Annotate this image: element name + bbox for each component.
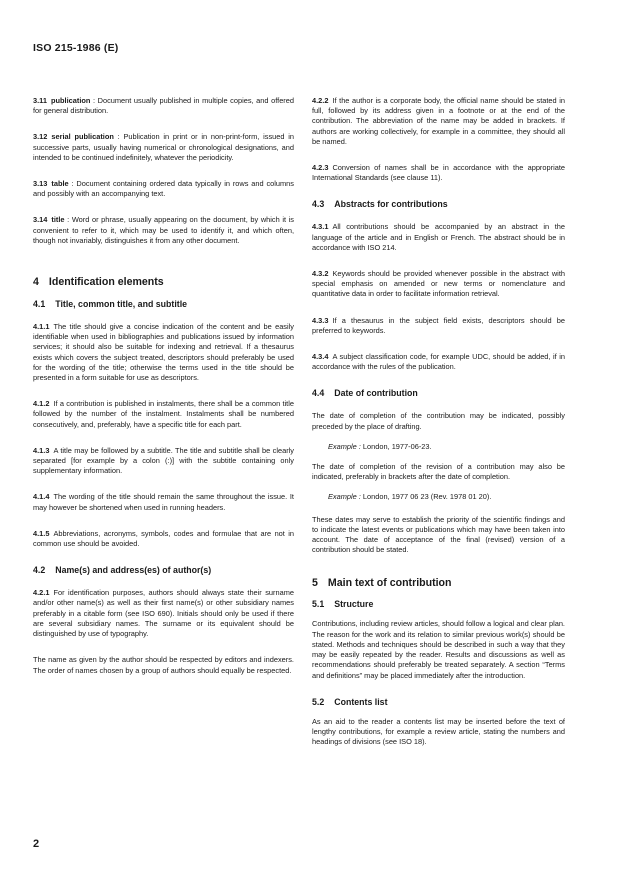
example-text: London, 1977-06-23. <box>360 441 432 451</box>
paragraph-4-4-c: These dates may serve to establish the priority of the scientific findings and to indicate the latest events or publications which may have been taken into account. The date of acceptance of the final (revised) version of a contribution should be stated. <box>312 514 565 555</box>
example-1 <box>328 442 565 452</box>
right-column <box>312 96 565 747</box>
clause-number: 4.1.2 <box>33 399 50 409</box>
example-label: Example : <box>328 492 361 502</box>
clause-number: 4.3.1 <box>312 222 329 232</box>
paragraph-text: If a thesaurus in the subject field exists, descriptors should be preferred to keywords. <box>312 315 565 335</box>
paragraph-text: Keywords should be provided whenever possible in the abstract with special emphasis on amended or new terms or nomenclature and quantitative data in order to facilitate information retrieval. <box>312 269 565 299</box>
paragraph-text: The wording of the title should remain the same throughout the issue. It may however be shortened when used in running headers. <box>33 492 294 512</box>
paragraph-text: All contributions should be accompanied by an abstract in the language of the article and in English or French. The abstract should be in accordance with ISO 214. <box>312 222 565 252</box>
paragraph-4-1-5 <box>33 529 294 549</box>
heading-title: Identification elements <box>48 276 164 289</box>
paragraph-4-3-1 <box>312 222 565 253</box>
definition-3-13 <box>33 179 294 199</box>
paragraph-5-1: Contributions, including review articles, should follow a logical and clear plan. The reason for the work and its relation to similar previous work(s) should be stated. Methods and techniques should be described in such a way that they may be easily repeated by the reader. Results and discussions as well as recommendations should preferably be treated separately. A section “Terms and definitions” may be placed immediately after the introduction. <box>312 619 565 680</box>
page-number: 2 <box>33 838 40 850</box>
paragraph-text: A subject classification code, for example UDC, should be added, if in accordance with the rules of the publication. <box>312 352 565 372</box>
section-heading-4-3 <box>312 199 565 210</box>
paragraph-text: If a contribution is published in instalments, there shall be a common title followed by the number of the instalment. Instalments shall be numbered consecutively, and, preferably, have a specific title for each part. <box>33 399 294 429</box>
heading-title: Abstracts for contributions <box>334 199 448 210</box>
paragraph-4-1-1 <box>33 322 294 383</box>
example-2 <box>328 492 565 502</box>
heading-number: 4.3 <box>312 199 325 210</box>
clause-number: 3.14 <box>33 215 48 225</box>
heading-title: Main text of contribution <box>327 577 452 590</box>
paragraph-4-2-1-continued: The name as given by the author should be respected by editors and indexers. The order of names chosen by a group of authors should equally be respected. <box>33 655 294 675</box>
defined-term: publication <box>50 96 91 105</box>
clause-number: 4.1.1 <box>33 322 50 332</box>
clause-number: 4.3.2 <box>312 269 329 279</box>
section-heading-4-4 <box>312 388 565 399</box>
paragraph-5-2: As an aid to the reader a contents list may be inserted before the text of lengthy contributions, for example a review article, stating the numbers and headings of divisions (see ISO 18). <box>312 716 565 747</box>
heading-number: 4.1 <box>33 299 46 310</box>
heading-title: Contents list <box>334 696 388 707</box>
paragraph-4-1-3 <box>33 446 294 477</box>
clause-number: 4.2.1 <box>33 588 50 598</box>
heading-number: 5 <box>312 577 318 590</box>
paragraph-text: The title should give a concise indication of the content and be easily identifiable when used in bibliographies and publications issued by information services; it should also be suitable for indexing and retrieval. If a thesaurus exists which covers the subject treated, descriptors should preferably be used for the wording of the title; otherwise the terms used in the title should be presented in a form suitable for use as descriptors. <box>33 322 294 383</box>
paragraph-4-3-2 <box>312 269 565 300</box>
heading-number: 4.4 <box>312 388 325 399</box>
example-text: London, 1977 06 23 (Rev. 1978 01 20). <box>360 492 492 502</box>
clause-number: 4.1.5 <box>33 528 50 538</box>
left-column <box>33 96 294 676</box>
running-header: ISO 215-1986 (E) <box>33 42 119 54</box>
definition-text: : Document usually published in multiple copies, and offered for general distribution. <box>33 96 294 116</box>
heading-number: 5.2 <box>312 696 325 707</box>
section-heading-5-2 <box>312 697 565 708</box>
paragraph-text: For identification purposes, authors should always state their surname and/or other name(s) as well as their first name(s) or other subsidiary names preferably in a citable form (see ISO 690). Initials should only be used if there are several subsidiary names. The surname or its equivalent should be distinguished by use of typography. <box>33 588 294 639</box>
clause-number: 4.3.3 <box>312 315 329 325</box>
paragraph-4-1-2 <box>33 399 294 430</box>
paragraph-4-3-3 <box>312 316 565 336</box>
section-heading-4-1 <box>33 299 294 310</box>
section-heading-5-1 <box>312 599 565 610</box>
clause-number: 4.2.3 <box>312 163 329 173</box>
section-heading-5 <box>312 577 565 590</box>
definition-3-11 <box>33 96 294 116</box>
section-heading-4 <box>33 276 294 289</box>
section-heading-4-2 <box>33 565 294 576</box>
paragraph-text: Abbreviations, acronyms, symbols, codes and formulae that are not in common use should be avoided. <box>33 528 294 549</box>
clause-number: 4.2.2 <box>312 96 329 105</box>
defined-term: serial publication <box>51 132 114 142</box>
definition-text: : Document containing ordered data typically in rows and columns and possibly with an accompanying text. <box>33 179 294 199</box>
definition-text: : Publication in print or in non-print-form, issued in successive parts, usually having numerical or chronological designations, and intended to be continued indefinitely, whatever the periodicity. <box>33 132 294 162</box>
example-label: Example : <box>328 441 361 451</box>
heading-title: Date of contribution <box>334 388 418 399</box>
definition-3-12 <box>33 132 294 163</box>
clause-number: 3.11 <box>33 96 47 105</box>
paragraph-4-3-4 <box>312 352 565 372</box>
definition-3-14 <box>33 215 294 246</box>
heading-title: Name(s) and address(es) of author(s) <box>55 565 212 576</box>
clause-number: 4.3.4 <box>312 352 329 362</box>
paragraph-4-4-a: The date of completion of the contribution may be indicated, possibly preceded by the place of drafting. <box>312 411 565 431</box>
paragraph-4-4-b: The date of completion of the revision of a contribution may also be indicated, preferably in brackets after the date of completion. <box>312 462 565 482</box>
clause-number: 3.12 <box>33 132 48 142</box>
clause-number: 4.1.4 <box>33 492 50 502</box>
defined-term: title <box>51 215 65 225</box>
heading-title: Title, common title, and subtitle <box>55 299 188 310</box>
paragraph-4-2-3 <box>312 163 565 183</box>
definition-text: : Word or phrase, usually appearing on the document, by which it is convenient to refer to it, which may be used to identify it, and which often, though not invariably, distinguishes it from any other document. <box>33 215 294 245</box>
paragraph-4-2-2 <box>312 96 565 147</box>
paragraph-4-1-4 <box>33 492 294 512</box>
heading-number: 4.2 <box>33 565 46 576</box>
paragraph-text: If the author is a corporate body, the official name should be stated in full, followed by its address given in a footnote or at the end of the contribution. The abbreviation of the name may be added in brackets. If authors are working collectively, for example in a committee, they should all be named. <box>312 96 565 146</box>
clause-number: 4.1.3 <box>33 445 50 455</box>
heading-number: 4 <box>33 276 39 289</box>
clause-number: 3.13 <box>33 179 48 189</box>
paragraph-text: A title may be followed by a subtitle. The title and subtitle shall be clearly separated [for example by a colon (:)] with the subtitle containing only supplementary information. <box>33 445 294 476</box>
defined-term: table <box>51 179 69 189</box>
heading-number: 5.1 <box>312 599 325 610</box>
paragraph-4-2-1 <box>33 588 294 639</box>
heading-title: Structure <box>334 599 374 610</box>
paragraph-text: Conversion of names shall be in accordance with the appropriate International Standards (see clause 11). <box>312 163 565 183</box>
